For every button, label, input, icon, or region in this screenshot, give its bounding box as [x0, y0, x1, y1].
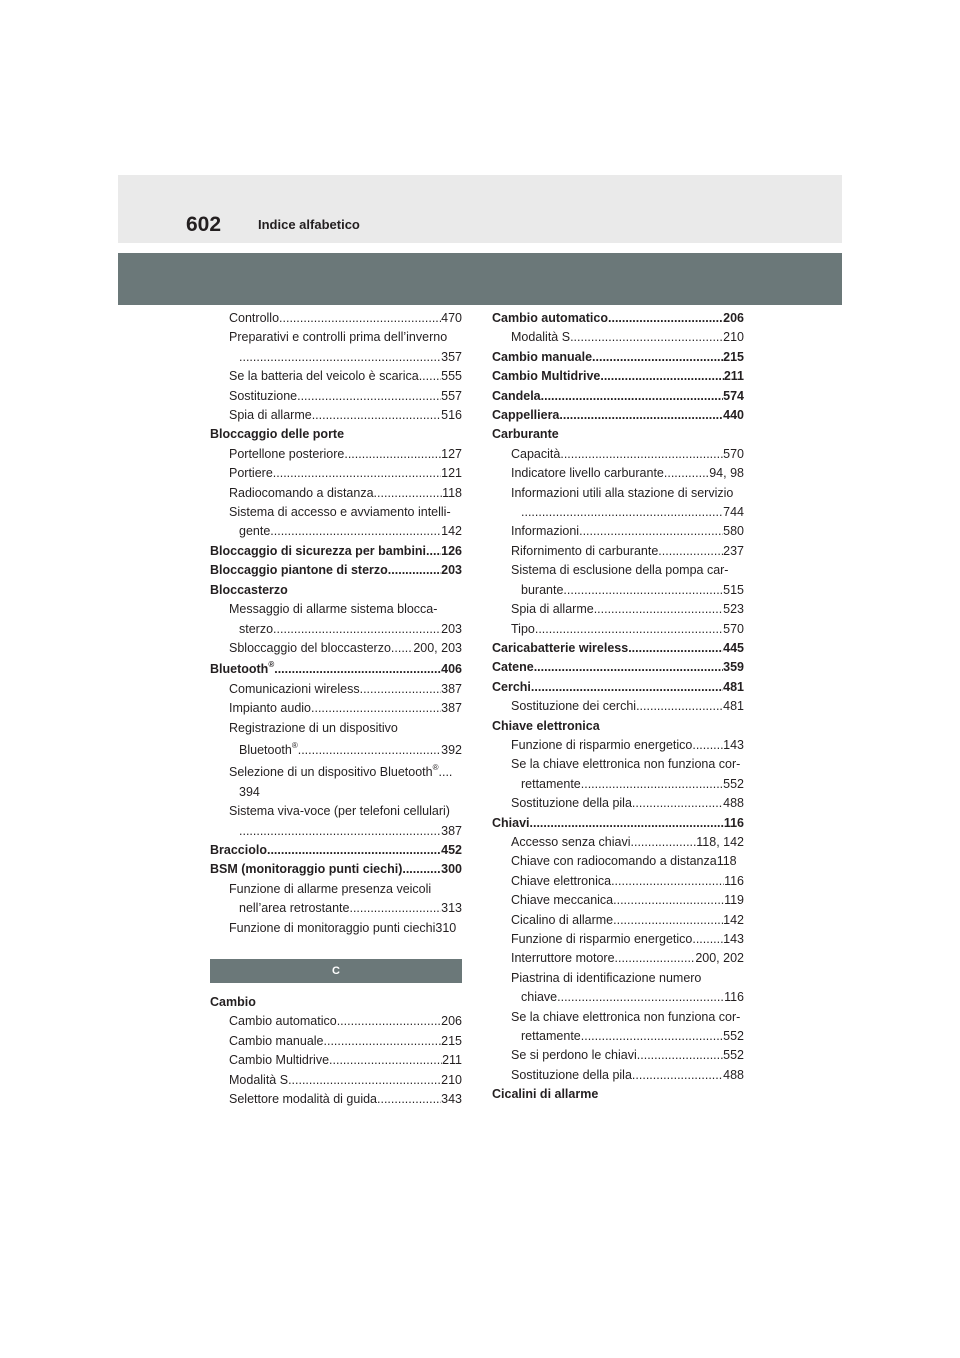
index-entry: Informazioni utili alla stazione di servizio: [511, 485, 734, 500]
index-entry: Radiocomando a distanza ..... 118: [210, 484, 462, 503]
index-entry: 394: [239, 784, 260, 799]
index-entry: Funzione di monitoraggio punti ciechi310: [229, 920, 457, 935]
index-entry: Chiave con radiocomando a distanza118: [511, 854, 737, 869]
index-entry: Registrazione di un dispositivo: [229, 720, 398, 735]
index-column-right: [492, 309, 744, 1105]
index-entry: gente ..... 142: [210, 522, 462, 541]
index-entry: Piastrina di identificazione numero: [511, 970, 702, 985]
page-number: 602: [186, 213, 222, 236]
index-entry: Se la chiave elettronica non funziona cor-: [511, 1009, 741, 1024]
index-entry: Sistema viva-voce (per telefoni cellulari): [229, 804, 450, 819]
index-entry: Se si perdono le chiavi ..... 552: [492, 1046, 744, 1065]
header-band: [118, 175, 842, 243]
index-column-left: [210, 309, 462, 1109]
header-bar: [118, 253, 842, 305]
index-entry: Portiere ..... 121: [210, 464, 462, 483]
index-entry: Selettore modalità di guida ..... 343: [210, 1090, 462, 1109]
index-heading: Cambio manuale ..... 215: [492, 348, 744, 367]
index-entry: ..... 744: [492, 503, 744, 522]
index-heading: Bloccaggio di sicurezza per bambini ..... 126: [210, 542, 462, 561]
index-entry: Messaggio di allarme sistema blocca-: [229, 602, 438, 617]
index-entry: Accesso senza chiavi ..... 118, 142: [492, 833, 744, 852]
index-heading: Chiavi ..... 116: [492, 814, 744, 833]
index-entry: Bluetooth® ..... 392: [210, 741, 462, 760]
index-heading: Bracciolo ..... 452: [210, 841, 462, 860]
index-entry: Impianto audio ..... 387: [210, 699, 462, 718]
index-heading: Cicalini di allarme: [492, 1087, 599, 1102]
index-entry: Cicalino di allarme ..... 142: [492, 911, 744, 930]
index-entry: Spia di allarme ..... 523: [492, 600, 744, 619]
index-entry: Indicatore livello carburante ..... 94, 98: [492, 464, 744, 483]
index-entry: Sostituzione ..... 557: [210, 387, 462, 406]
index-entry: Sostituzione della pila ..... 488: [492, 1066, 744, 1085]
index-entry: rettamente ..... 552: [492, 1027, 744, 1046]
index-entry: Capacità ..... 570: [492, 445, 744, 464]
index-entry: Controllo ..... 470: [210, 309, 462, 328]
index-entry: Comunicazioni wireless ..... 387: [210, 680, 462, 699]
index-entry: Cambio Multidrive ..... 211: [210, 1051, 462, 1070]
index-entry: Cambio automatico ..... 206: [210, 1012, 462, 1031]
index-entry: Rifornimento di carburante ..... 237: [492, 542, 744, 561]
index-entry: Selezione di un dispositivo Bluetooth®....: [229, 763, 453, 780]
index-entry: Portellone posteriore ..... 127: [210, 445, 462, 464]
index-entry: Modalità S ..... 210: [210, 1071, 462, 1090]
index-entry: Sostituzione dei cerchi ..... 481: [492, 697, 744, 716]
index-heading: Caricabatterie wireless ..... 445: [492, 639, 744, 658]
index-heading: Cambio Multidrive ..... 211: [492, 367, 744, 386]
index-entry: sterzo ..... 203: [210, 620, 462, 639]
index-entry: Sistema di esclusione della pompa car-: [511, 563, 729, 578]
index-heading: Cerchi ..... 481: [492, 678, 744, 697]
index-heading: Cambio automatico ..... 206: [492, 309, 744, 328]
section-title: Indice alfabetico: [258, 217, 360, 232]
index-entry: Funzione di allarme presenza veicoli: [229, 881, 432, 896]
index-entry: ..... 357: [210, 348, 462, 367]
index-entry: Chiave meccanica ..... 119: [492, 891, 744, 910]
index-heading: Bloccasterzo: [210, 582, 288, 597]
index-heading: Candela ..... 574: [492, 387, 744, 406]
index-entry: Informazioni ..... 580: [492, 522, 744, 541]
index-entry: Tipo ..... 570: [492, 620, 744, 639]
index-entry: ..... 387: [210, 822, 462, 841]
index-entry: burante ..... 515: [492, 581, 744, 600]
index-entry: Se la batteria del veicolo è scarica ..... 555: [210, 367, 462, 386]
index-entry: Interruttore motore ..... 200, 202: [492, 949, 744, 968]
index-entry: Sbloccaggio del bloccasterzo ..... 200, 203: [210, 639, 462, 658]
index-entry: Chiave elettronica ..... 116: [492, 872, 744, 891]
index-entry: Funzione di risparmio energetico ..... 143: [492, 736, 744, 755]
index-entry: rettamente ..... 552: [492, 775, 744, 794]
index-entry: Modalità S ..... 210: [492, 328, 744, 347]
index-heading: Chiave elettronica: [492, 718, 600, 733]
index-entry: nell’area retrostante ..... 313: [210, 899, 462, 918]
index-entry: Cambio manuale ..... 215: [210, 1032, 462, 1051]
index-entry: Funzione di risparmio energetico ..... 143: [492, 930, 744, 949]
index-heading: Bloccaggio piantone di sterzo ..... 203: [210, 561, 462, 580]
index-heading: Bloccaggio delle porte: [210, 427, 345, 442]
index-heading: BSM (monitoraggio punti ciechi) ..... 300: [210, 860, 462, 879]
index-entry: Spia di allarme ..... 516: [210, 406, 462, 425]
index-entry: Sistema di accesso e avviamento intelli-: [229, 505, 451, 520]
section-letter: C: [332, 965, 340, 977]
index-heading: Bluetooth® ..... 406: [210, 660, 462, 679]
index-heading: Catene ..... 359: [492, 658, 744, 677]
index-entry: Preparativi e controlli prima dell’inverno: [229, 330, 448, 345]
index-heading: Carburante: [492, 427, 559, 442]
index-entry: Sostituzione della pila ..... 488: [492, 794, 744, 813]
section-letter-bar: [210, 959, 462, 983]
index-entry: chiave ..... 116: [492, 988, 744, 1007]
index-heading: Cambio: [210, 995, 256, 1009]
index-heading: Cappelliera ..... 440: [492, 406, 744, 425]
index-entry: Se la chiave elettronica non funziona cor-: [511, 757, 741, 772]
